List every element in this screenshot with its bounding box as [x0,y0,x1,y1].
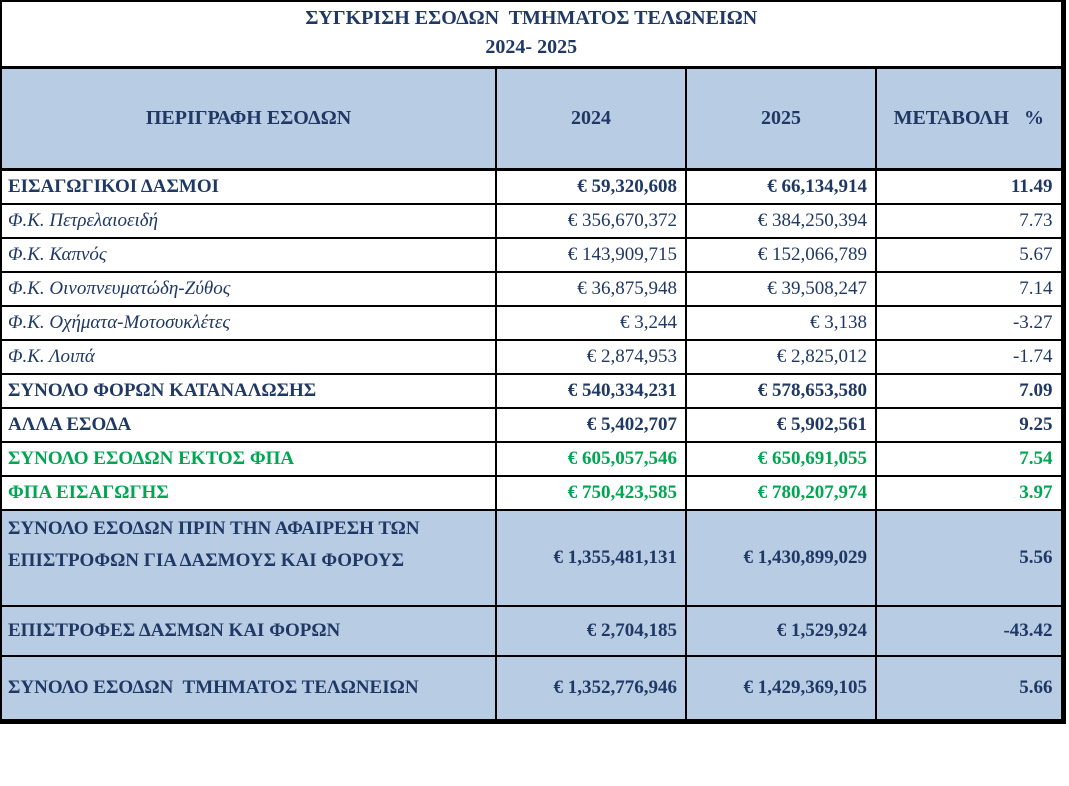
column-header-2024: 2024 [496,68,686,170]
row-2024-cell: € 5,402,707 [496,408,686,442]
table-row [1,656,1063,722]
row-2024-cell: € 2,704,185 [496,606,686,656]
column-header-description: ΠΕΡΙΓΡΑΦΗ ΕΣΟΔΩΝ [1,68,496,170]
row-change-cell: 7.09 [876,374,1063,408]
table-title-line2: 2024- 2025 [485,36,578,58]
row-2025-cell: € 578,653,580 [686,374,876,408]
row-change-cell: -1.74 [876,340,1063,374]
row-label-cell: ΣΥΝΟΛΟ ΕΣΟΔΩΝ ΤΜΗΜΑΤΟΣ ΤΕΛΩΝΕΙΩΝ [1,656,496,722]
row-change-cell: 11.49 [876,170,1063,204]
table-row [1,238,1063,272]
row-change-cell: -43.42 [876,606,1063,656]
row-label-cell: ΣΥΝΟΛΟ ΦΟΡΩΝ ΚΑΤΑΝΑΛΩΣΗΣ [1,374,496,408]
row-change-cell: 5.56 [876,510,1063,606]
table-row [1,510,1063,606]
table-row [1,272,1063,306]
row-label-cell: ΣΥΝΟΛΟ ΕΣΟΔΩΝ ΠΡΙΝ ΤΗΝ ΑΦΑΙΡΕΣΗ ΤΩΝ ΕΠΙΣΤΡΟΦΩΝ ΓΙΑ ΔΑΣΜΟΥΣ ΚΑΙ ΦΟΡΟΥΣ [1,510,496,606]
row-2025-cell: € 2,825,012 [686,340,876,374]
row-label-cell: ΦΠΑ ΕΙΣΑΓΩΓΗΣ [1,476,496,510]
row-label-cell: Φ.Κ. Οινοπνευματώδη-Ζύθος [1,272,496,306]
row-change-cell: 3.97 [876,476,1063,510]
table-row [1,408,1063,442]
table-row [1,170,1063,204]
row-2025-cell: € 1,529,924 [686,606,876,656]
title-row [1,1,1063,68]
table-row [1,340,1063,374]
row-2025-cell: € 1,430,899,029 [686,510,876,606]
row-change-cell: 7.14 [876,272,1063,306]
row-2025-cell: € 152,066,789 [686,238,876,272]
table-title-line1: ΣΥΓΚΡΙΣΗ ΕΣΟΔΩΝ ΤΜΗΜΑΤΟΣ ΤΕΛΩΝΕΙΩΝ [305,7,758,29]
table-row [1,476,1063,510]
row-label-cell: Φ.Κ. Λοιπά [1,340,496,374]
row-2025-cell: € 650,691,055 [686,442,876,476]
table-row [1,306,1063,340]
row-2024-cell: € 540,334,231 [496,374,686,408]
row-2025-cell: € 780,207,974 [686,476,876,510]
column-header-row [1,68,1063,170]
table-row [1,606,1063,656]
row-label-cell: ΣΥΝΟΛΟ ΕΣΟΔΩΝ ΕΚΤΟΣ ΦΠΑ [1,442,496,476]
row-2025-cell: € 39,508,247 [686,272,876,306]
row-label-cell: Φ.Κ. Οχήματα-Μοτοσυκλέτες [1,306,496,340]
row-2024-cell: € 1,352,776,946 [496,656,686,722]
row-2025-cell: € 3,138 [686,306,876,340]
table-title [1,1,1063,68]
table-row [1,442,1063,476]
row-2024-cell: € 59,320,608 [496,170,686,204]
row-label-cell: ΕΠΙΣΤΡΟΦΕΣ ΔΑΣΜΩΝ ΚΑΙ ΦΟΡΩΝ [1,606,496,656]
row-change-cell: 7.54 [876,442,1063,476]
row-change-cell: 7.73 [876,204,1063,238]
table-row [1,204,1063,238]
row-2024-cell: € 3,244 [496,306,686,340]
row-change-cell: -3.27 [876,306,1063,340]
row-2024-cell: € 36,875,948 [496,272,686,306]
row-2025-cell: € 1,429,369,105 [686,656,876,722]
table-row [1,374,1063,408]
row-2024-cell: € 1,355,481,131 [496,510,686,606]
row-change-cell: 9.25 [876,408,1063,442]
column-header-change: ΜΕΤΑΒΟΛΗ % [876,68,1063,170]
row-2025-cell: € 5,902,561 [686,408,876,442]
row-label-cell: Φ.Κ. Καπνός [1,238,496,272]
row-2024-cell: € 143,909,715 [496,238,686,272]
row-label-cell: ΕΙΣΑΓΩΓΙΚΟΙ ΔΑΣΜΟΙ [1,170,496,204]
row-2024-cell: € 2,874,953 [496,340,686,374]
row-2024-cell: € 605,057,546 [496,442,686,476]
row-2025-cell: € 66,134,914 [686,170,876,204]
row-2024-cell: € 750,423,585 [496,476,686,510]
row-2025-cell: € 384,250,394 [686,204,876,238]
column-header-2025: 2025 [686,68,876,170]
row-change-cell: 5.67 [876,238,1063,272]
row-label-cell: ΑΛΛΑ ΕΣΟΔΑ [1,408,496,442]
row-2024-cell: € 356,670,372 [496,204,686,238]
row-label-cell: Φ.Κ. Πετρελαιοειδή [1,204,496,238]
row-change-cell: 5.66 [876,656,1063,722]
